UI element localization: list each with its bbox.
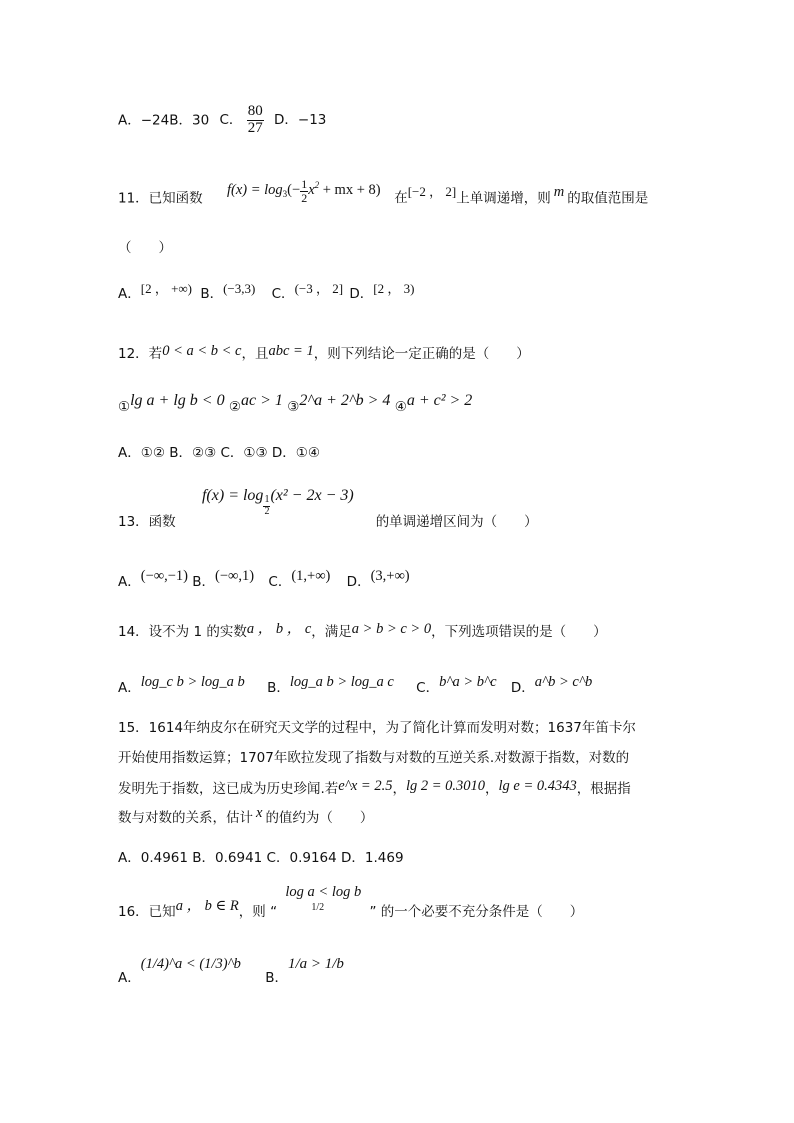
q16-vars: a ， b ∈ R — [175, 898, 239, 914]
q14-condition: a > b > c > 0 — [351, 621, 432, 637]
q11-function-expr: $f(x) = \log_3(-$ $\frac{1}{2}$ $x^2$ + mx + 8) — [226, 177, 381, 205]
q14-option-b: log_a b > log_a c — [289, 674, 394, 690]
q14-vars: a ， b ， c — [246, 621, 312, 637]
q13-function-expr: f(x) = log $\frac{1}{2}$ (x² − 2x − 3) — [201, 487, 354, 517]
q15-line-1: 15．1614年纳皮尔在研究天文学的过程中，为了简化计算而发明对数；1637年笛卡尔 — [118, 720, 636, 736]
q16-stem: 16．已知a ， b ∈ R，则 “ log a < log b 1/2 ” 的一个必要不充分条件是（ ） — [118, 884, 584, 920]
q10-options — [118, 104, 326, 137]
q12-abc: abc = 1 — [268, 343, 314, 359]
q15-options: A．0.4961 B．0.6941 C．0.9164 D．1.469 — [118, 850, 404, 866]
q10-option-c-fraction: $\frac{80}{27}$ — [247, 103, 263, 136]
q14-option-c: b^a > b^c — [439, 674, 497, 690]
q16-option-a: (1/4)^a < (1/3)^b — [140, 956, 241, 972]
q13-stem: 13．函数 f(x) = log $\frac{1}{2}$ (x² − 2x − 3) 的单调递增区间为（ ） — [118, 487, 538, 530]
q15-lge: lg e = 0.4343 — [498, 778, 577, 794]
q12-statement-2: ac > 1 — [241, 392, 283, 409]
q11-option-b: (−3,3) — [223, 281, 256, 296]
q11-option-d: [2 ， 3) — [373, 281, 415, 296]
q16-option-b: 1/a > 1/b — [287, 956, 344, 972]
q14-stem: 14．设不为 1 的实数a ， b ， c，满足a > b > c > 0，下列选项错误的是（ ） — [118, 621, 607, 640]
q15-ex: e^x = 2.5 — [338, 778, 393, 794]
q11-paren: （ ） — [118, 240, 172, 256]
q14-options: A．log_c b > log_a b B．log_a b > log_a c C．b^a > b^c D．a^b > c^b — [118, 674, 593, 696]
q15-lg2: lg 2 = 0.3010 — [405, 778, 486, 794]
q12-stem: 12．若0 < a < b < c，且abc = 1，则下列结论一定正确的是（ ） — [118, 343, 530, 362]
q10-option-c-label: C． — [219, 112, 243, 129]
q11-stem: 11．已知函数 $f(x) = \log_3(-$ $\frac{1}{2}$ $x^2$ + mx + 8) 在[−2 ， 2]上单调递增，则 m 的取值范围是 — [118, 177, 649, 207]
q14-option-a: log_c b > log_a b — [140, 674, 245, 690]
q13-option-b: (−∞,1) — [215, 568, 255, 584]
q11-options: A．[2 ， +∞) B．(−3,3) C．(−3 ， 2] D．[2 ， 3) — [118, 281, 415, 302]
q15-line-2: 开始使用指数运算；1707年欧拉发现了指数与对数的互逆关系.对数源于指数，对数的 — [118, 750, 630, 766]
q12-statement-1: lg a + lg b < 0 — [130, 392, 225, 409]
q14-option-d: a^b > c^b — [534, 674, 593, 690]
q16-options: A．(1/4)^a < (1/3)^b B．1/a > 1/b — [118, 956, 344, 986]
q10-option-a: A．−24 — [118, 112, 170, 129]
q15-line-4: 数与对数的关系，估计 x 的值约为（ ） — [118, 805, 374, 826]
q13-option-a: (−∞,−1) — [140, 568, 188, 584]
q10-option-d: D．−13 — [274, 112, 327, 129]
q11-option-a: [2 ， +∞) — [140, 281, 193, 296]
q11-option-c: (−3 ， 2] — [294, 281, 344, 296]
q13-option-d: (3,+∞) — [370, 568, 410, 584]
q15-line-3: 发明先于指数，这已成为历史珍闻.若e^x = 2.5，lg 2 = 0.3010，lg e = 0.4343，根据指 — [118, 778, 631, 797]
q16-log-expr: log a < log b 1/2 — [285, 884, 362, 913]
q12-statement-4: a + c² > 2 — [406, 392, 473, 409]
q13-option-c: (1,+∞) — [291, 568, 331, 584]
q12-options: A．①② B．②③ C．①③ D．①④ — [118, 445, 321, 461]
q12-statements: ①lg a + lg b < 0 ②ac > 1 ③2^a + 2^b > 4 ④a + c² > 2 — [118, 392, 473, 415]
q12-statement-3: 2^a + 2^b > 4 — [299, 392, 391, 409]
q13-options: A．(−∞,−1) B．(−∞,1) C．(1,+∞) D．(3,+∞) — [118, 568, 410, 590]
q12-condition: 0 < a < b < c — [162, 343, 242, 359]
q11-interval: [−2 ， 2] — [407, 184, 457, 200]
q10-option-b: B．30 — [169, 112, 210, 129]
